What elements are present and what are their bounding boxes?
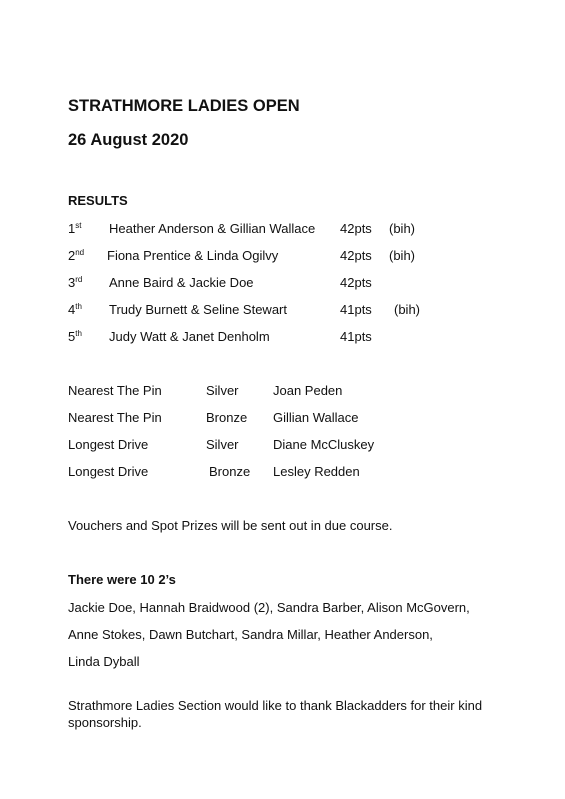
result-points: 42pts bbox=[340, 275, 372, 290]
prize-event: Longest Drive bbox=[68, 464, 149, 479]
result-points: 42pts bbox=[340, 248, 372, 263]
result-names: Anne Baird & Jackie Doe bbox=[109, 275, 254, 290]
result-note: (bih) bbox=[394, 302, 421, 317]
twos-line: Anne Stokes, Dawn Butchart, Sandra Millar, Heather Anderson, bbox=[68, 627, 433, 642]
result-names: Judy Watt & Janet Denholm bbox=[109, 329, 270, 344]
prize-winner: Gillian Wallace bbox=[273, 410, 359, 425]
prize-division: Bronze bbox=[209, 464, 251, 479]
result-place: 5th bbox=[68, 329, 82, 344]
result-note: (bih) bbox=[389, 248, 416, 263]
result-place: 1st bbox=[68, 221, 82, 236]
result-points: 41pts bbox=[340, 329, 372, 344]
document-date: 26 August 2020 bbox=[68, 131, 189, 149]
prize-event: Longest Drive bbox=[68, 437, 149, 452]
prize-division: Silver bbox=[206, 437, 239, 452]
result-note: (bih) bbox=[389, 221, 416, 236]
twos-line: Jackie Doe, Hannah Braidwood (2), Sandra Barber, Alison McGovern, bbox=[68, 600, 470, 615]
document-title: STRATHMORE LADIES OPEN bbox=[68, 97, 300, 115]
thanks-paragraph: Strathmore Ladies Section would like to thank Blackadders for their kind sponsorship. bbox=[68, 698, 483, 730]
results-heading: RESULTS bbox=[68, 193, 128, 208]
twos-line: Linda Dyball bbox=[68, 654, 140, 669]
result-place: 2nd bbox=[68, 248, 85, 263]
result-names: Trudy Burnett & Seline Stewart bbox=[109, 302, 287, 317]
prize-division: Silver bbox=[206, 383, 239, 398]
result-points: 42pts bbox=[340, 221, 372, 236]
twos-heading: There were 10 2’s bbox=[68, 572, 176, 587]
prize-winner: Diane McCluskey bbox=[273, 437, 375, 452]
vouchers-note: Vouchers and Spot Prizes will be sent out in due course. bbox=[68, 518, 393, 533]
prize-winner: Lesley Redden bbox=[273, 464, 360, 479]
prize-event: Nearest The Pin bbox=[68, 383, 162, 398]
prize-event: Nearest The Pin bbox=[68, 410, 162, 425]
prize-division: Bronze bbox=[206, 410, 248, 425]
result-place: 3rd bbox=[68, 275, 83, 290]
result-place: 4th bbox=[68, 302, 82, 317]
result-points: 41pts bbox=[340, 302, 372, 317]
prize-winner: Joan Peden bbox=[273, 383, 343, 398]
result-names: Fiona Prentice & Linda Ogilvy bbox=[107, 248, 279, 263]
result-names: Heather Anderson & Gillian Wallace bbox=[109, 221, 316, 236]
